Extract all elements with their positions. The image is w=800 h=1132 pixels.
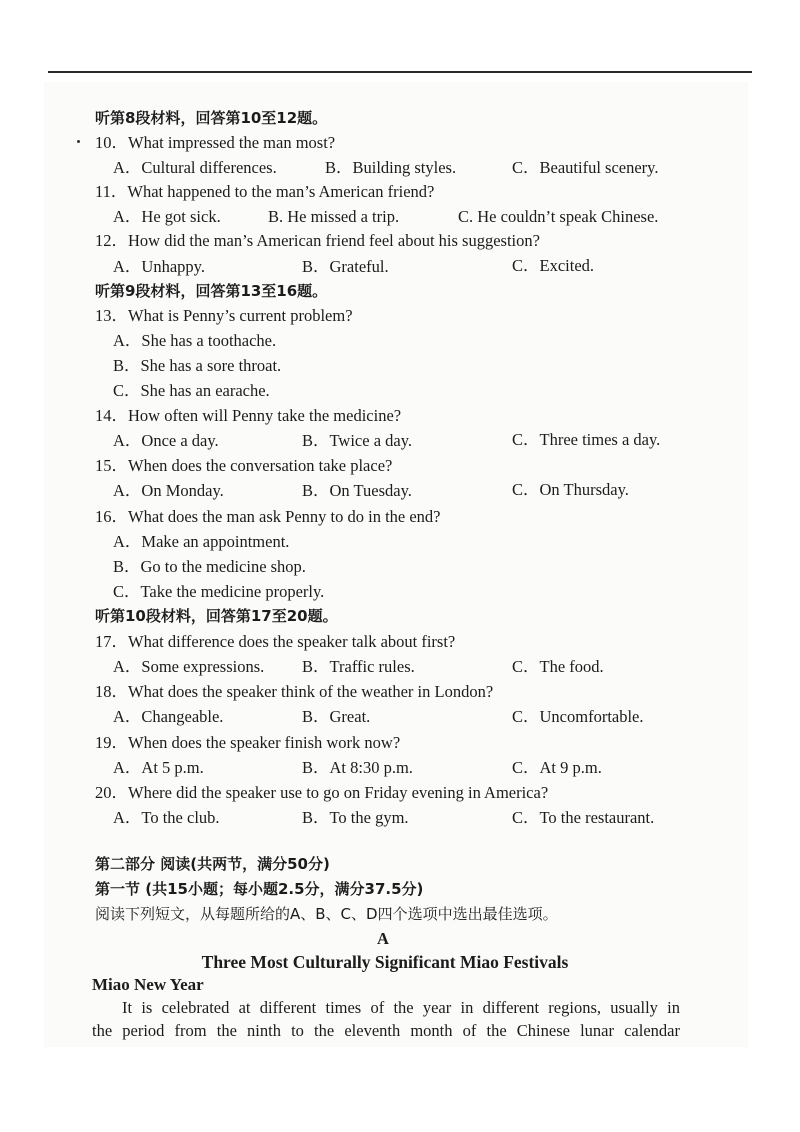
section-header-10: 听第10段材料，回答第17至20题。 (95, 607, 338, 625)
option-12-a: A．Unhappy. (113, 257, 205, 276)
top-rule (48, 71, 752, 73)
question-10: 10．What impressed the man most? (95, 133, 336, 152)
passage-letter: A (377, 929, 389, 948)
question-17: 17．What difference does the speaker talk about first? (95, 632, 456, 651)
question-13: 13．What is Penny’s current problem? (95, 306, 353, 325)
option-16-b: B．Go to the medicine shop. (113, 557, 306, 576)
option-12-b: B．Grateful. (302, 257, 389, 276)
question-20: 20．Where did the speaker use to go on Friday evening in America? (95, 783, 549, 802)
option-11-c: C. He couldn’t speak Chinese. (458, 207, 659, 226)
option-18-b: B．Great. (302, 707, 371, 726)
option-19-c: C．At 9 p.m. (512, 758, 602, 777)
option-15-c: C．On Thursday. (512, 480, 629, 499)
option-15-b: B．On Tuesday. (302, 481, 412, 500)
option-20-b: B．To the gym. (302, 808, 409, 827)
question-11: 11．What happened to the man’s American friend? (95, 182, 435, 201)
option-19-b: B．At 8:30 p.m. (302, 758, 413, 777)
option-11-a: A．He got sick. (113, 207, 221, 226)
option-17-a: A．Some expressions. (113, 657, 265, 676)
option-20-a: A．To the club. (113, 808, 220, 827)
option-18-a: A．Changeable. (113, 707, 224, 726)
section-header-9: 听第9段材料，回答第13至16题。 (95, 282, 328, 300)
question-16: 16．What does the man ask Penny to do in the end? (95, 507, 441, 526)
option-13-a: A．She has a toothache. (113, 331, 277, 350)
option-19-a: A．At 5 p.m. (113, 758, 204, 777)
option-20-c: C．To the restaurant. (512, 808, 655, 827)
option-15-a: A．On Monday. (113, 481, 224, 500)
option-14-c: C．Three times a day. (512, 430, 661, 449)
option-10-c: C．Beautiful scenery. (512, 158, 659, 177)
section-header-8: 听第8段材料，回答第10至12题。 (95, 109, 328, 127)
option-10-a: A．Cultural differences. (113, 158, 277, 177)
passage-title: Three Most Culturally Significant Miao Festivals (201, 952, 569, 972)
stray-dot (77, 140, 80, 143)
option-14-b: B．Twice a day. (302, 431, 413, 450)
part2-title: 第二部分 阅读(共两节，满分50分) (95, 855, 330, 873)
part2-section1: 第一节 (共15小题；每小题2.5分，满分37.5分) (95, 880, 424, 898)
option-16-a: A．Make an appointment. (113, 532, 290, 551)
option-11-b: B. He missed a trip. (268, 207, 400, 226)
paragraph-line-2: the period from the ninth to the eleventh month of the Chinese lunar calendar (92, 1021, 680, 1040)
question-18: 18．What does the speaker think of the weather in London? (95, 682, 494, 701)
question-15: 15．When does the conversation take place? (95, 456, 393, 475)
option-14-a: A．Once a day. (113, 431, 219, 450)
paragraph-line-1: It is celebrated at different times of the year in different regions, usually in (122, 998, 680, 1017)
question-12: 12．How did the man’s American friend feel about his suggestion? (95, 231, 540, 250)
question-14: 14．How often will Penny take the medicine? (95, 406, 402, 425)
option-13-c: C．She has an earache. (113, 381, 270, 400)
option-18-c: C．Uncomfortable. (512, 707, 644, 726)
question-19: 19．When does the speaker finish work now? (95, 733, 401, 752)
part2-instruction: 阅读下列短文，从每题所给的A、B、C、D四个选项中选出最佳选项。 (95, 905, 558, 923)
option-17-c: C．The food. (512, 657, 604, 676)
option-16-c: C．Take the medicine properly. (113, 582, 325, 601)
option-17-b: B．Traffic rules. (302, 657, 415, 676)
option-13-b: B．She has a sore throat. (113, 356, 282, 375)
subheading-miao-new-year: Miao New Year (92, 975, 204, 994)
option-10-b: B．Building styles. (325, 158, 457, 177)
option-12-c: C．Excited. (512, 256, 595, 275)
